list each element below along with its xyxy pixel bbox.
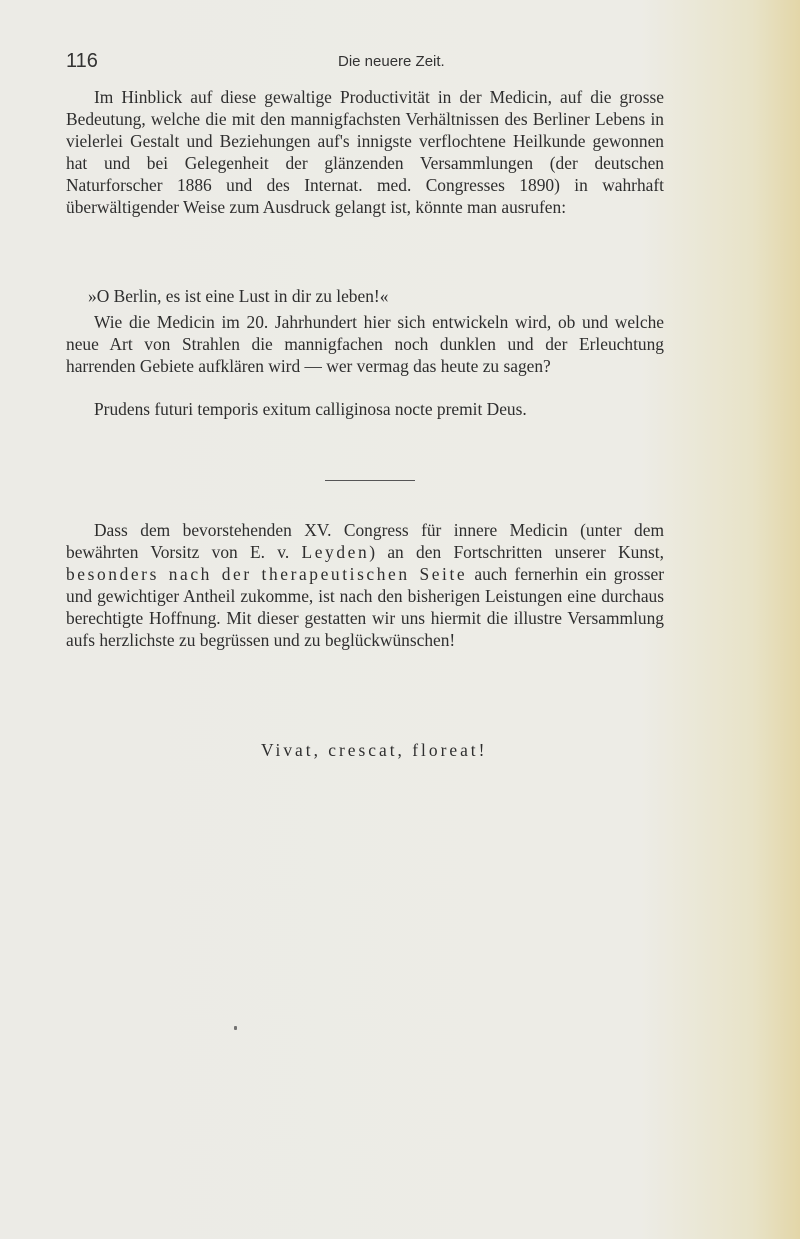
paragraph-3-part-2: ) an den Fortschritten unserer Kunst, [369,542,664,563]
paragraph-3 [66,519,664,652]
paragraph-3-part-1: Dass dem bevorstehenden XV. Congress für innere Medicin (unter dem bewährten Vorsitz von E. v. [66,520,664,563]
name-leyden: Leyden [301,542,370,563]
running-title: Die neuere Zeit. [338,53,445,70]
section-divider [325,480,415,481]
paragraph-3-part-3: auch fernerhin ein grosser und gewichtiger Antheil zukomme, ist nach den bisherigen Leistungen eine durchaus berechtigte Hoffnung. Mit dieser gestatten wir uns hiermit die illustre Versammlung aufs herzlichste zu begrüssen und zu beglückwünschen! [66,564,664,651]
closing-line: Vivat, crescat, floreat! [261,740,488,760]
page-number: 116 [66,50,98,72]
paragraph-1: Im Hinblick auf diese gewaltige Productivität in der Medicin, auf die grosse Bedeutung, welche die mit den mannigfachsten Verhältnissen des Berliner Lebens in vielerlei Gestalt und Beziehungen auf's innigste verflochtene Heilkunde gewonnen hat und bei Gelegenheit der glänzenden Versammlungen (der deutschen Naturforscher 1886 und des Internat. med. Congresses 1890) in wahrhaft überwältigender Weise zum Ausdruck gelangt ist, könnte man ausrufen: [66,87,664,218]
paragraph-2: Wie die Medicin im 20. Jahrhundert hier sich entwickeln wird, ob und welche neue Art von Strahlen die mannigfachen noch dunklen und der Erleuchtung harrenden Gebiete aufklären wird — wer vermag das heute zu sagen? [66,312,664,377]
emphasis-text: besonders nach der therapeutischen Seite [66,564,468,585]
quote-line: »O Berlin, es ist eine Lust in dir zu leben!« [88,286,389,306]
ink-speck [234,1026,237,1030]
running-head [66,50,666,74]
latin-motto: Prudens futuri temporis exitum calliginosa nocte premit Deus. [94,399,527,419]
